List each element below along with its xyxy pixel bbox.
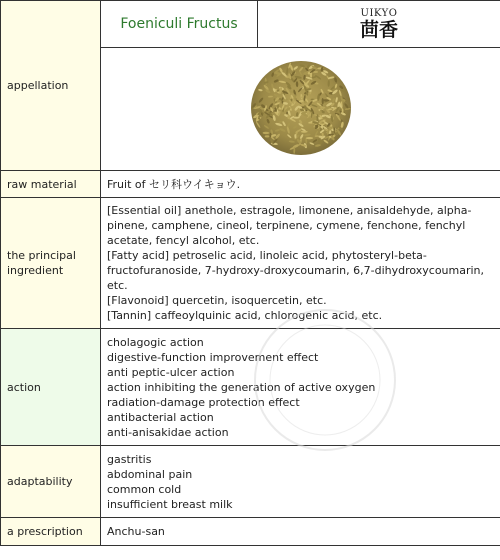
adaptability-item: abdominal pain bbox=[107, 467, 494, 482]
seed-grain bbox=[305, 137, 312, 139]
japanese-name-cell bbox=[258, 1, 500, 48]
adaptability-item: common cold bbox=[107, 482, 494, 497]
adaptability-item: insufficient breast milk bbox=[107, 497, 494, 512]
appellation-label: appellation bbox=[1, 1, 101, 171]
raw-material-text: Fruit of セリ科ウイキョウ. bbox=[107, 177, 494, 192]
action-item: action inhibiting the generation of active oxygen bbox=[107, 380, 494, 395]
action-item: radiation-damage protection effect bbox=[107, 395, 494, 410]
japanese-reading: UIKYO bbox=[264, 8, 494, 19]
action-item: antibacterial action bbox=[107, 410, 494, 425]
ingredient-essential-oil: [Essential oil] anethole, estragole, limonene, anisaldehyde, alpha-pinene, camphene, cineol, terpinene, cymene, fenchone, fenchyl acetate, fencyl alcohol, etc. bbox=[107, 203, 494, 248]
prescription-label: a prescription bbox=[1, 518, 101, 546]
action-label: action bbox=[1, 329, 101, 446]
adaptability-item: gastritis bbox=[107, 452, 494, 467]
herb-image-cell bbox=[101, 48, 500, 171]
japanese-name: 茴香 bbox=[264, 19, 494, 41]
action-item: digestive-function improvement effect bbox=[107, 350, 494, 365]
raw-material-label: raw material bbox=[1, 171, 101, 198]
ingredient-flavonoid: [Flavonoid] quercetin, isoquercetin, etc. bbox=[107, 293, 494, 308]
prescription-row bbox=[1, 518, 500, 546]
adaptability-row bbox=[1, 446, 500, 518]
raw-material-value bbox=[101, 171, 500, 198]
fennel-seed-pile-image bbox=[246, 56, 356, 160]
prescription-value bbox=[101, 518, 500, 546]
adaptability-list bbox=[101, 446, 500, 518]
ingredient-label: the principal ingredient bbox=[1, 198, 101, 329]
latin-name: Foeniculi Fructus bbox=[101, 1, 258, 48]
action-item: anti-anisakidae action bbox=[107, 425, 494, 440]
seed-grain bbox=[264, 135, 269, 137]
ingredient-tannin: [Tannin] caffeoylquinic acid, chlorogenic acid, etc. bbox=[107, 308, 494, 323]
seed-grain bbox=[300, 130, 307, 132]
adaptability-label: adaptability bbox=[1, 446, 101, 518]
prescription-text: Anchu-san bbox=[107, 524, 494, 539]
name-row bbox=[1, 1, 500, 48]
action-list bbox=[101, 329, 500, 446]
action-row bbox=[1, 329, 500, 446]
raw-material-row bbox=[1, 171, 500, 198]
ingredient-list bbox=[101, 198, 500, 329]
ingredient-row bbox=[1, 198, 500, 329]
ingredient-fatty-acid: [Fatty acid] petroselic acid, linoleic acid, phytosteryl-beta-fructofuranoside, 7-hydroxy-droxycoumarin, 6,7-dihydroxycoumarin, etc. bbox=[107, 248, 494, 293]
action-item: anti peptic-ulcer action bbox=[107, 365, 494, 380]
action-item: cholagogic action bbox=[107, 335, 494, 350]
